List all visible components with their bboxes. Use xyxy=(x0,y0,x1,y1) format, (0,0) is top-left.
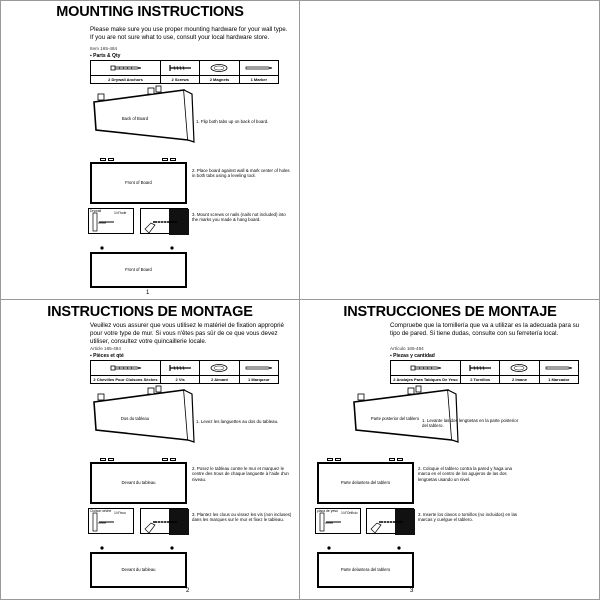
board-hung xyxy=(90,252,187,288)
parts-table xyxy=(90,60,279,84)
part-label: 2 Vis xyxy=(161,375,199,382)
board-front xyxy=(90,162,187,204)
mounting-tab xyxy=(389,458,395,461)
mounting-tab xyxy=(100,158,106,161)
mounting-tab xyxy=(162,158,168,161)
screw-insertion-diagram xyxy=(140,208,188,234)
part-marker xyxy=(239,361,278,383)
front-board-label: Front of Board xyxy=(125,267,152,273)
back-board-label: Dos du tableau xyxy=(120,416,150,421)
mounting-tab xyxy=(170,158,176,161)
part-label: 2 Chevilles Pour Cloisons Sèches xyxy=(91,375,160,382)
step-3-text: 3. Inserte los clavos o tornillos (no incluidos) en las marcas y cuelgue el tablero. xyxy=(418,512,518,523)
hole-size-label: 1/4"trou xyxy=(114,511,126,515)
mounting-tab xyxy=(162,458,168,461)
part-label: 2 Anclajes Para Tabiques De Yeso xyxy=(391,375,460,382)
magnet-icon xyxy=(209,63,229,73)
magnet-icon xyxy=(509,363,529,373)
screw-insertion-diagram xyxy=(366,508,414,534)
drywall-label: placa de yeso xyxy=(317,509,338,513)
back-board-label: Parte posterior del tablero xyxy=(370,416,420,421)
page-number: 1 xyxy=(146,290,150,296)
board-hung xyxy=(317,552,414,588)
magnet-icon xyxy=(209,363,229,373)
screw-icon xyxy=(168,63,192,73)
item-number: Artículo 165-484 xyxy=(390,346,424,351)
board-front xyxy=(90,462,187,504)
hole-size-label: 1/4"Orificio xyxy=(341,511,358,515)
part-label: 2 Screws xyxy=(161,75,199,82)
intro-text: Compruebe que la tornillería que va a utilizar es la adecuada para su tipo de pared. Si tiene dudas, consulte con su ferretería local. xyxy=(390,322,580,337)
part-magnets xyxy=(199,361,238,383)
panel-french xyxy=(0,300,300,600)
drywall-anchor-icon xyxy=(409,363,443,373)
part-marker xyxy=(239,61,278,83)
hole-size-label: 1/4"hole xyxy=(114,211,127,215)
part-label: 2 Aimant xyxy=(200,375,238,382)
mounting-tab xyxy=(397,458,403,461)
parts-heading: ▪ Pièces et qté xyxy=(90,353,124,359)
part-magnets xyxy=(499,361,538,383)
panel-title: MOUNTING INSTRUCTIONS xyxy=(56,4,244,20)
front-board-label: Devant du tableau xyxy=(121,567,156,573)
screws-on-wall xyxy=(98,244,178,252)
mounting-tab xyxy=(327,458,333,461)
step-1-text: 1. Levez les languettes au dos du tableau. xyxy=(196,419,279,424)
front-board-label: Parte delantera del tablero xyxy=(340,567,391,573)
screw-insertion-diagram xyxy=(140,508,188,534)
drywall-anchor-icon xyxy=(109,63,143,73)
item-number: Article 165-484 xyxy=(90,346,121,351)
part-label: 1 Marqueur xyxy=(240,375,278,382)
step-1-text: 1. Flip both tabs up on back of board. xyxy=(196,119,269,124)
step-3-text: 3. Mount screws or nails (nails not included) into the marks you made & hang board. xyxy=(192,212,286,223)
page-number: 3 xyxy=(410,588,414,594)
drywall-label: Cloison sèche xyxy=(90,509,112,513)
item-number: Item 165-484 xyxy=(90,46,118,51)
panel-spanish xyxy=(300,300,600,600)
screw-icon xyxy=(168,363,192,373)
screw-icon xyxy=(468,363,492,373)
part-anchors xyxy=(91,361,160,383)
parts-table xyxy=(390,360,579,384)
drywall-label: Drywall xyxy=(90,209,102,213)
part-screws xyxy=(160,361,199,383)
panel-english xyxy=(0,0,300,300)
mounting-tab xyxy=(170,458,176,461)
front-board-label: Parte delantera del tablero xyxy=(340,479,391,485)
intro-text: Veuillez vous assurer que vous utilisez le matériel de fixation approprié pour votre type de mur. Si vous n'êtes pas sûr de ce que vous devez utiliser, consultez votre quincaillerie locale. xyxy=(90,322,284,345)
front-board-label: Front of Board xyxy=(125,179,152,185)
part-label: 2 Drywall Anchors xyxy=(91,75,160,82)
back-board-label: Back of Board xyxy=(121,116,149,121)
part-marker xyxy=(539,361,578,383)
part-magnets xyxy=(199,61,238,83)
part-label: 1 Marcador xyxy=(540,375,578,382)
parts-heading: ▪ Piezas y cantidad xyxy=(390,353,435,359)
panel-title: INSTRUCCIONES DE MONTAJE xyxy=(343,304,557,320)
part-label: 1 Marker xyxy=(240,75,278,82)
page-number: 2 xyxy=(186,588,190,594)
part-label: 2 Tornillos xyxy=(461,375,499,382)
marker-icon xyxy=(244,363,274,373)
part-screws xyxy=(160,61,199,83)
front-board-label: Devant du tableau xyxy=(121,479,156,485)
mounting-tab xyxy=(108,158,114,161)
board-hung xyxy=(90,552,187,588)
mounting-tab xyxy=(108,458,114,461)
marker-icon xyxy=(244,63,274,73)
part-anchors xyxy=(91,61,160,83)
step-2-text: 2. Coloque el tablero contra la pared y haga una marca en el centro de los agujeros de las dos lengüetas usando un nivel. xyxy=(418,466,512,482)
part-screws xyxy=(460,361,499,383)
screws-on-wall xyxy=(98,544,178,552)
mounting-tab xyxy=(100,458,106,461)
parts-heading: ▪ Parts & Qty xyxy=(90,53,121,59)
step-1-text: 1. Levante las dos lengüetas en la parte posterior del tablero. xyxy=(422,418,519,429)
mounting-tab xyxy=(335,458,341,461)
step-2-text: 2. Place board against wall & mark center of holes in both tabs using a leveling tool. xyxy=(192,168,290,179)
part-label: 2 Imane xyxy=(500,375,538,382)
intro-text: Please make sure you use proper mounting hardware for your wall type. If you are not sure what to use, consult your local hardware store. xyxy=(90,26,288,41)
step-3-text: 3. Plantez les clous ou vissez les vis (non incluses) dans les marques sur le mur et fixez le tableau. xyxy=(192,512,292,523)
part-label: 2 Magnets xyxy=(200,75,238,82)
step-2-text: 2. Posez le tableau contre le mur et marquez le centre des trous de chaque languette à l'aide d'un niveau. xyxy=(192,466,289,482)
drywall-anchor-icon xyxy=(109,363,143,373)
parts-table xyxy=(90,360,279,384)
marker-icon xyxy=(544,363,574,373)
board-front xyxy=(317,462,414,504)
part-anchors xyxy=(391,361,460,383)
panel-title: INSTRUCTIONS DE MONTAGE xyxy=(47,304,253,320)
screws-on-wall xyxy=(325,544,405,552)
